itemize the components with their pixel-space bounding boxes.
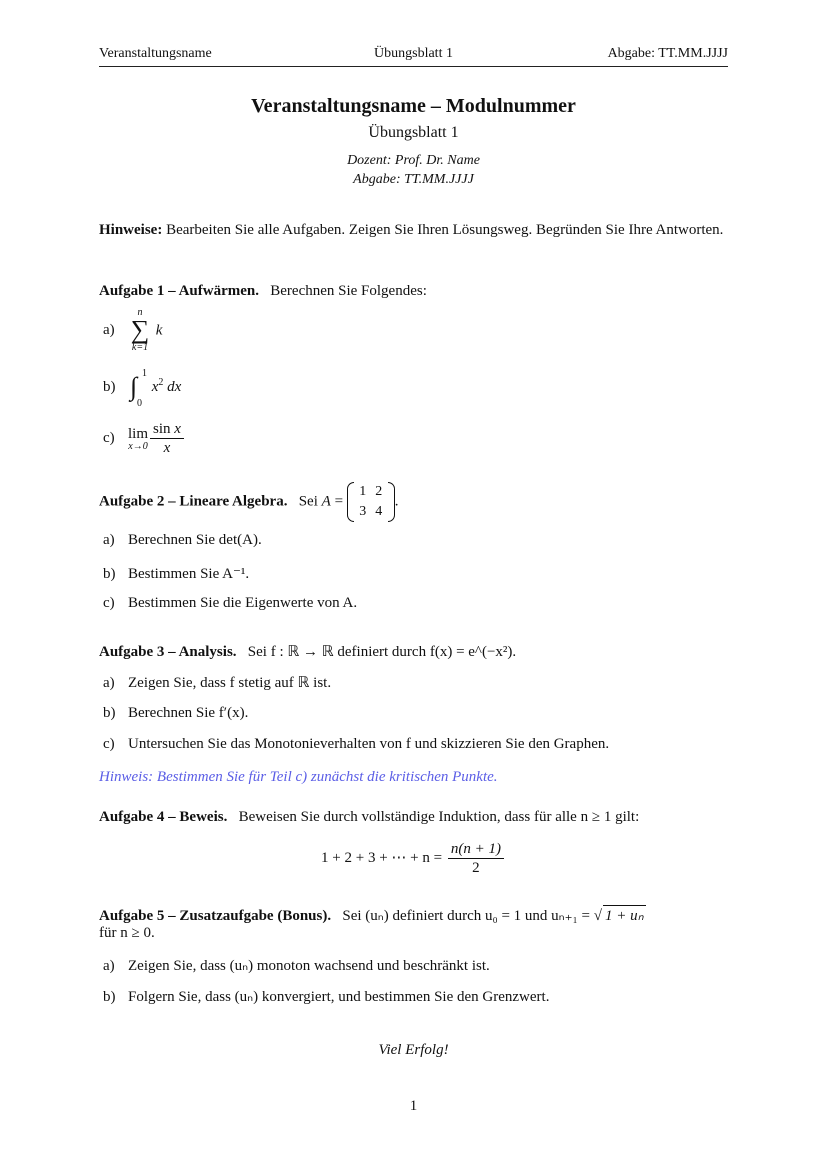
task3-item-a: a) Zeigen Sie, dass f stetig auf ℝ ist. (103, 675, 332, 691)
task4-heading-line (99, 809, 639, 826)
task2-item-a: a) Berechnen Sie det(A). (103, 532, 262, 548)
task4-heading: Aufgabe 4 – Beweis. (99, 809, 228, 825)
notes-paragraph (99, 220, 728, 240)
page-title: Veranstaltungsname – Modulnummer (251, 95, 576, 117)
task3-hint: Hinweis: Bestimmen Sie für Teil c) zunächst die kritischen Punkte. (99, 769, 498, 785)
task5-intro: Sei (uₙ) definiert durch u₀ = 1 und uₙ₊₁ = (342, 908, 590, 924)
task3-intro: Sei f : ℝ → ℝ definiert durch f(x) = e^(−x²). (247, 644, 517, 660)
sqrt-argument: 1 + uₙ (603, 905, 646, 925)
header-rule (99, 66, 728, 67)
formula-fraction: $\frac{n(n + 1)}{2}$ (448, 840, 504, 877)
limit-operator: lim x→0 (128, 425, 149, 452)
task2-heading: Aufgabe 2 – Lineare Algebra. (99, 493, 288, 510)
task2-intro: Sei (298, 493, 318, 510)
task3-item-b: b) Berechnen Sie f′(x). (103, 705, 249, 721)
task1-heading: Aufgabe 1 – Aufwärmen. (99, 283, 259, 299)
header-due-date: Abgabe: TT.MM.JJJJ (607, 46, 728, 61)
task1-item-c (99, 420, 186, 457)
task1-item-b: b) ∫ 1 0 $x^2$ dx (99, 370, 181, 406)
closing-text: Viel Erfolg! (378, 1042, 449, 1058)
task3-heading: Aufgabe 3 – Analysis. (99, 644, 237, 660)
task4-formula (99, 840, 728, 877)
task2-item-b: b) Bestimmen Sie A⁻¹. (103, 566, 250, 582)
task5-heading-line: Aufgabe 5 – Zusatzaufgabe (Bonus). Sei (uₙ) definiert durch u₀ = 1 und uₙ₊₁ = √ 1 + uₙ (99, 905, 646, 925)
due-line: Abgabe: TT.MM.JJJJ (353, 172, 474, 187)
matrix-a: 1 2 3 4 (347, 482, 395, 522)
notes-label: Hinweise: (99, 222, 163, 238)
task3-heading-line (99, 642, 516, 661)
header-course-name: Veranstaltungsname (99, 46, 212, 61)
limit-fraction: $\frac{\text{sin x}}{x}$ (150, 420, 184, 457)
formula-left: 1 + 2 + 3 + ⋯ + n = (321, 849, 443, 866)
task2-heading-line: Aufgabe 2 – Lineare Algebra. Sei A = 1 2 3 4 . (99, 482, 399, 522)
task5-item-b: b) Folgern Sie, dass (uₙ) konvergiert, und bestimmen Sie den Grenzwert. (103, 989, 550, 1005)
task5-item-a: a) Zeigen Sie, dass (uₙ) monoton wachsend und beschränkt ist. (103, 958, 490, 974)
task1-intro: Berechnen Sie Folgendes: (270, 283, 427, 299)
task2-item-c: c) Bestimmen Sie die Eigenwerte von A. (103, 595, 358, 611)
page-subtitle: Übungsblatt 1 (368, 124, 459, 141)
sum-operator: n ∑ k=1 (130, 307, 150, 353)
task4-intro: Beweisen Sie durch vollständige Induktion, dass für alle n ≥ 1 gilt: (238, 809, 640, 825)
page (99, 0, 728, 1170)
task1-heading-line (99, 283, 427, 300)
item-label: a) (103, 322, 115, 339)
item-label: c) (103, 429, 115, 446)
header-sheet-number: Übungsblatt 1 (374, 46, 453, 61)
page-number: 1 (409, 1098, 418, 1114)
task3-item-c: c) Untersuchen Sie das Monotonieverhalten von f und skizzieren Sie den Graphen. (103, 736, 610, 752)
task5-heading: Aufgabe 5 – Zusatzaufgabe (Bonus). (99, 908, 332, 924)
lecturer-line: Dozent: Prof. Dr. Name (347, 153, 480, 168)
integral-operator: ∫ 1 0 (130, 368, 147, 409)
task5-continuation: für n ≥ 0. (99, 925, 155, 941)
item-label: b) (103, 379, 116, 396)
task1-item-a: a) n ∑ k=1 k (99, 308, 162, 354)
notes-text: Bearbeiten Sie alle Aufgaben. Zeigen Sie Ihren Lösungsweg. Begründen Sie Ihre Antworten. (166, 222, 724, 238)
